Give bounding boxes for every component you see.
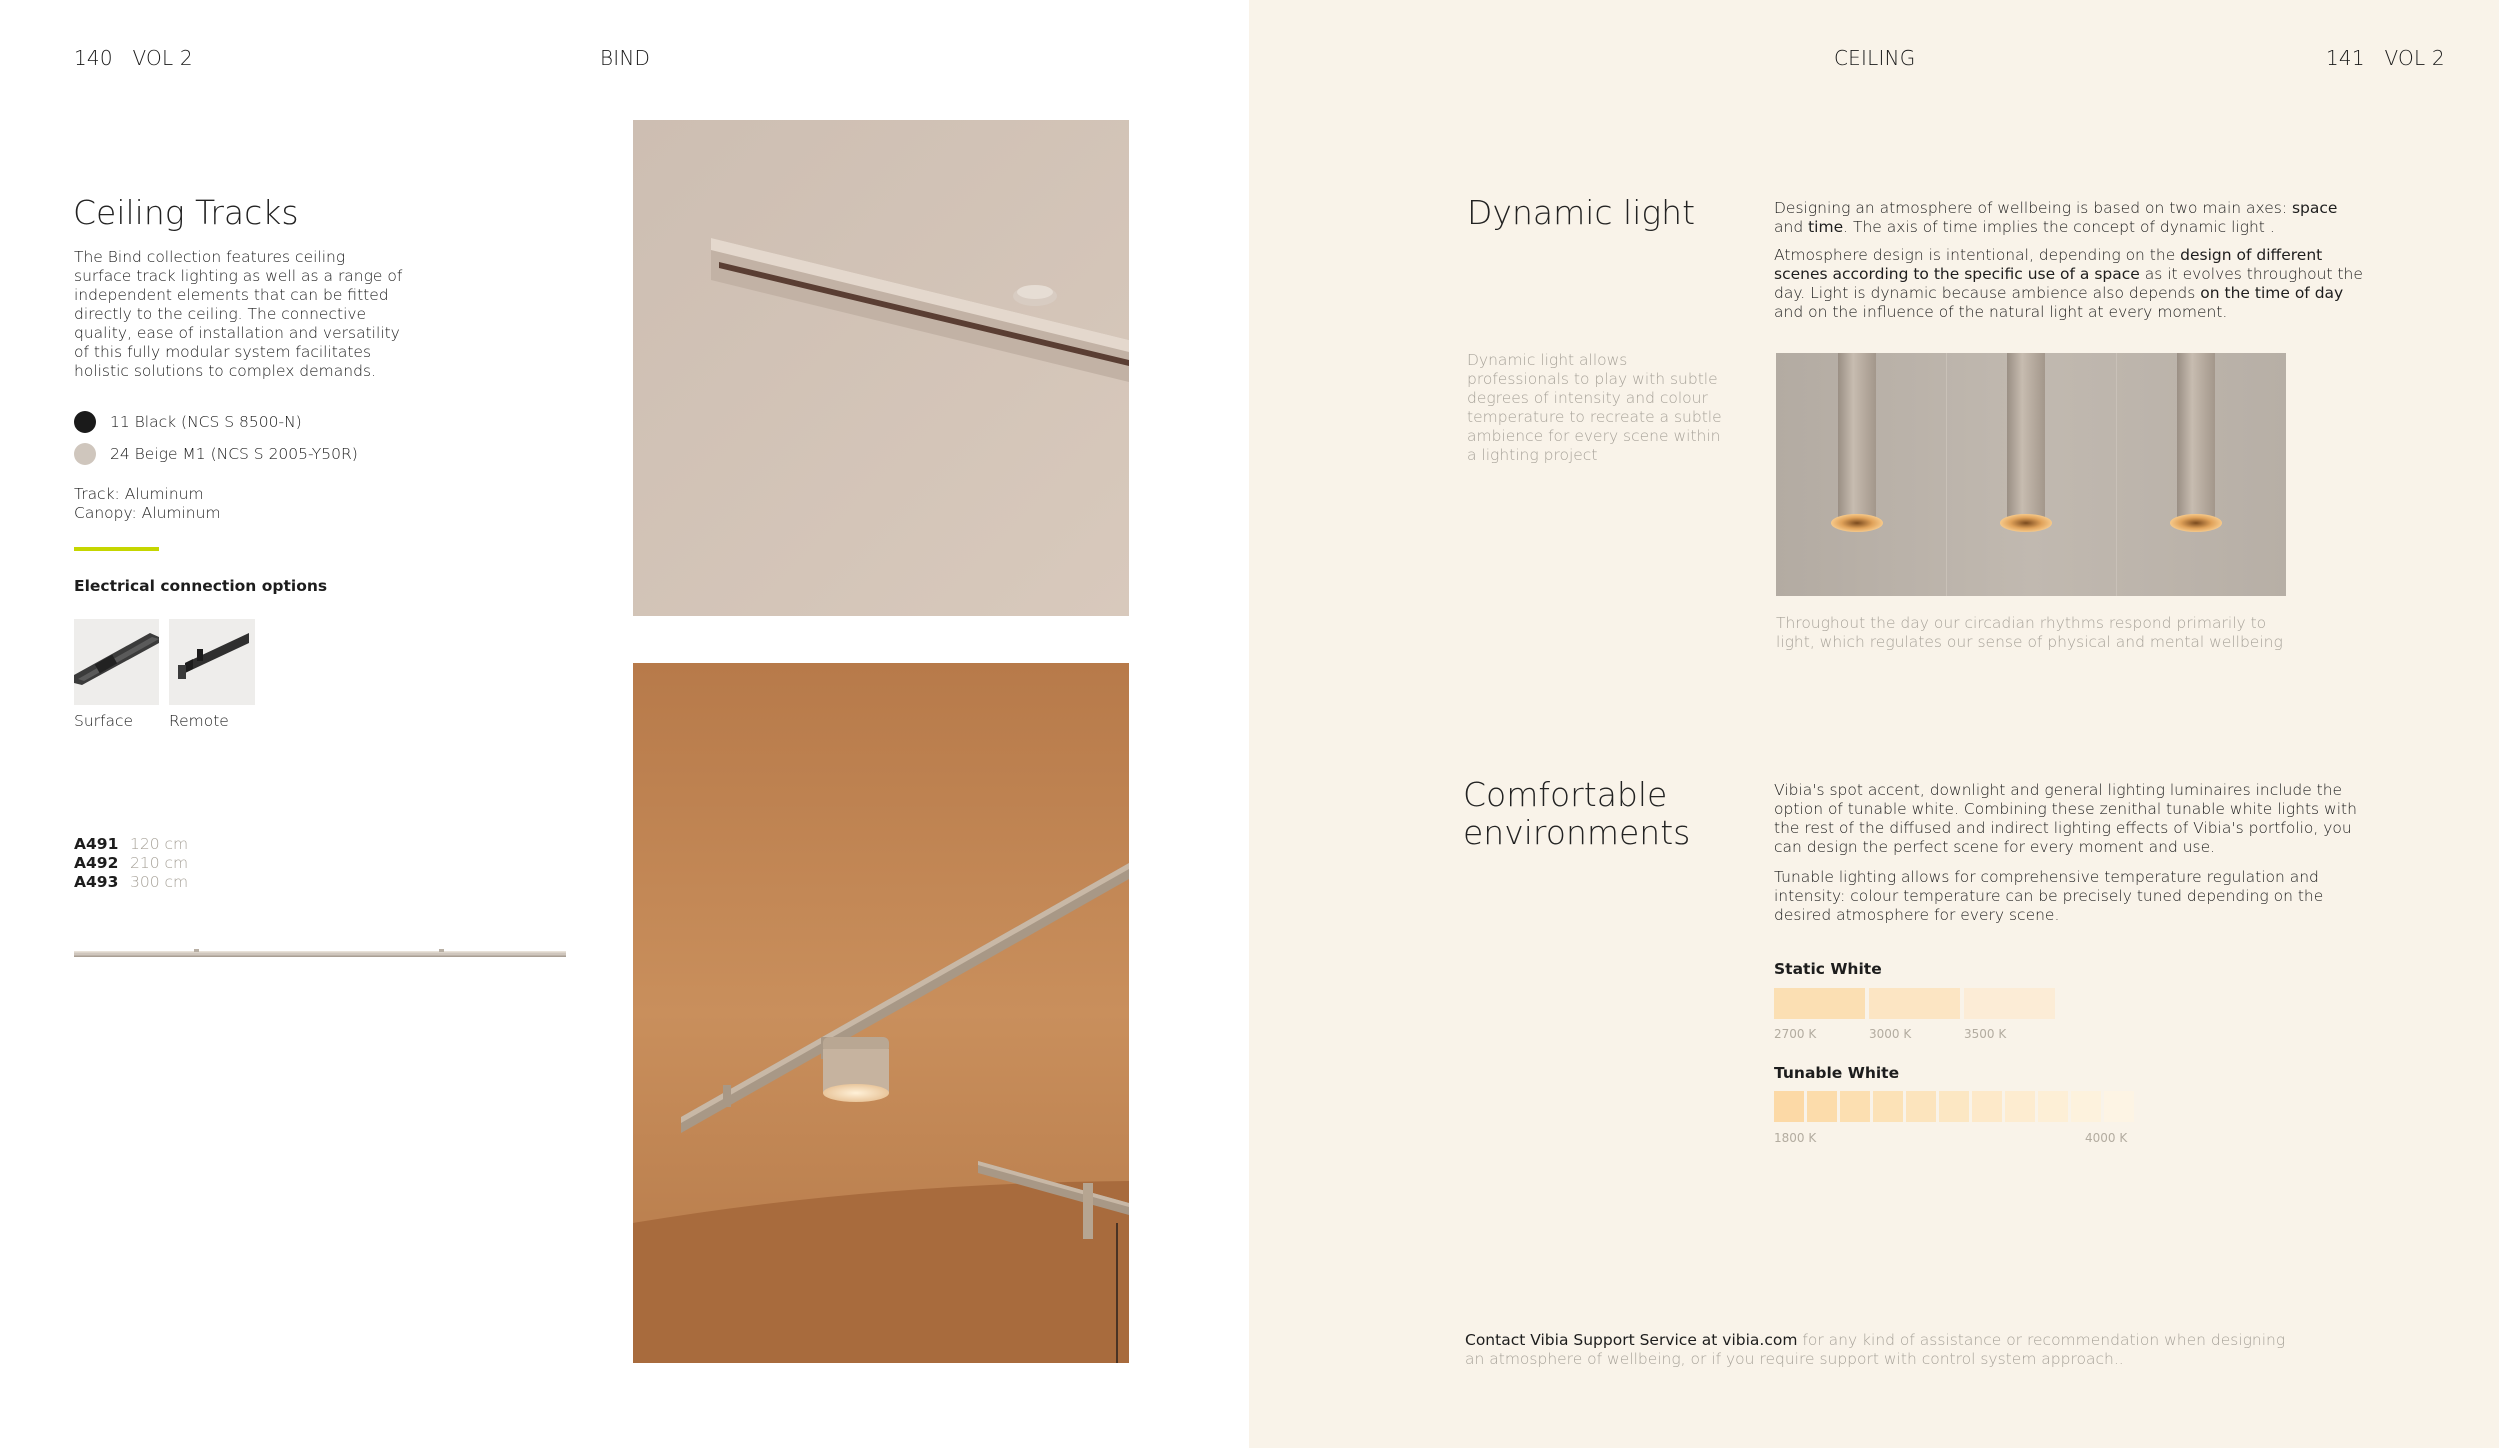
- tunable-step: [1972, 1091, 2002, 1122]
- tunable-step: [1807, 1091, 1837, 1122]
- label-4000k: 4000 K: [2085, 1131, 2128, 1145]
- surface-connector-icon: [74, 619, 159, 705]
- tunable-step: [1939, 1091, 1969, 1122]
- tunable-step: [1840, 1091, 1870, 1122]
- contact-link[interactable]: Contact Vibia Support Service at vibia.com: [1465, 1331, 1798, 1349]
- material-track: Track: Aluminum: [74, 485, 204, 503]
- pendant-photo-caption: Throughout the day our circadian rhythms respond primarily to light, which regulates our sense of physical and mental wellbeing: [1776, 614, 2283, 651]
- ceiling-downlight-photo: [633, 663, 1129, 1363]
- tunable-step: [2038, 1091, 2068, 1122]
- materials: [74, 485, 221, 523]
- swatch-2700k: [1774, 988, 1865, 1019]
- finish-item-beige: [74, 438, 358, 470]
- track-profile-image: [74, 946, 566, 960]
- tunable-step: [1774, 1091, 1804, 1122]
- left-page-folio: [74, 46, 193, 70]
- label-2700k: 2700 K: [1774, 1027, 1817, 1041]
- swatch-3000k: [1869, 988, 1960, 1019]
- page-title: Ceiling Tracks: [73, 193, 299, 232]
- comfortable-environments-title: Comfortable environments: [1463, 775, 1691, 852]
- dynamic-light-side-note: Dynamic light allows professionals to play with subtle degrees of intensity and colour temperature to recreate a subtle ambience for every scene within a lighting project: [1467, 351, 1722, 464]
- collection-description: The Bind collection features ceiling surface track lighting as well as a range of independent elements that can be fitted directly to the ceiling. The connective quality, ease of installation and versatility of this fully modular system facilitates holistic solutions to complex demands.: [74, 248, 403, 380]
- right-page: [1249, 0, 2499, 1448]
- pendant-lights-photo: [1776, 353, 2286, 596]
- right-page-volume: VOL 2: [2384, 46, 2445, 70]
- left-page-volume: VOL 2: [132, 46, 193, 70]
- product-codes: [74, 835, 188, 892]
- comfort-paragraph-1: Vibia's spot accent, downlight and general lighting luminaires include the option of tunable white. Combining these zenithal tunable white lights with the rest of the diffused and indirect lighting effects of Vibia's portfolio, you can design the perfect scene for every moment and use.: [1774, 781, 2357, 856]
- finish-swatch-black: [74, 411, 96, 433]
- connection-label-surface: Surface: [74, 712, 134, 730]
- dynamic-light-paragraph-2: Atmosphere design is intentional, depending on the design of different scenes according to the specific use of a space as it evolves throughout the day. Light is dynamic because ambience also depends on the time of day and on the influence of the natural light at every moment.: [1774, 246, 2363, 321]
- product-code-row: A492 210 cm: [74, 854, 189, 872]
- ceiling-track-photo: [633, 120, 1129, 616]
- tunable-step: [1873, 1091, 1903, 1122]
- label-3000k: 3000 K: [1869, 1027, 1912, 1041]
- finish-label: 24 Beige M1 (NCS S 2005-Y50R): [110, 444, 358, 463]
- label-3500k: 3500 K: [1964, 1027, 2007, 1041]
- right-page-folio: [2326, 46, 2445, 70]
- surface-connector-thumb: [74, 619, 159, 705]
- right-page-number: 141: [2326, 46, 2365, 70]
- connection-label-remote: Remote: [169, 712, 229, 730]
- finish-swatch-beige: [74, 443, 96, 465]
- connection-options-title: Electrical connection options: [74, 577, 328, 595]
- contact-note: Contact Vibia Support Service at vibia.com for any kind of assistance or recommendation when designing an atmosphere of wellbeing, or if you require support with control system approach..: [1465, 1331, 2286, 1368]
- remote-connector-icon: [169, 619, 255, 705]
- product-code-row: A491 120 cm: [74, 835, 189, 853]
- tunable-white-scale: [1774, 1091, 2134, 1122]
- remote-connector-thumb: [169, 619, 255, 705]
- tunable-step: [1906, 1091, 1936, 1122]
- left-section-title: BIND: [600, 46, 651, 70]
- static-white-swatches: [1774, 988, 2055, 1019]
- tunable-step: [2071, 1091, 2101, 1122]
- left-page: [0, 0, 1249, 1448]
- label-1800k: 1800 K: [1774, 1131, 1817, 1145]
- finish-item-black: [74, 406, 358, 438]
- tunable-step: [2104, 1091, 2134, 1122]
- dynamic-light-title: Dynamic light: [1467, 193, 1696, 232]
- finish-list: [74, 406, 358, 470]
- tunable-white-title: Tunable White: [1774, 1064, 1900, 1082]
- comfort-paragraph-2: Tunable lighting allows for comprehensive temperature regulation and intensity: colour temperature can be precisely tuned depending on the desired atmosphere for every scene.: [1774, 868, 2324, 924]
- finish-label: 11 Black (NCS S 8500-N): [110, 412, 302, 431]
- material-canopy: Canopy: Aluminum: [74, 504, 221, 522]
- static-white-title: Static White: [1774, 960, 1882, 978]
- product-code-row: A493 300 cm: [74, 873, 189, 891]
- swatch-3500k: [1964, 988, 2055, 1019]
- accent-divider: [74, 547, 159, 551]
- left-page-number: 140: [74, 46, 113, 70]
- dynamic-light-paragraph-1: Designing an atmosphere of wellbeing is based on two main axes: space and time. The axis of time implies the concept of dynamic light .: [1774, 199, 2338, 236]
- tunable-step: [2005, 1091, 2035, 1122]
- right-section-title: CEILING: [1834, 46, 1916, 70]
